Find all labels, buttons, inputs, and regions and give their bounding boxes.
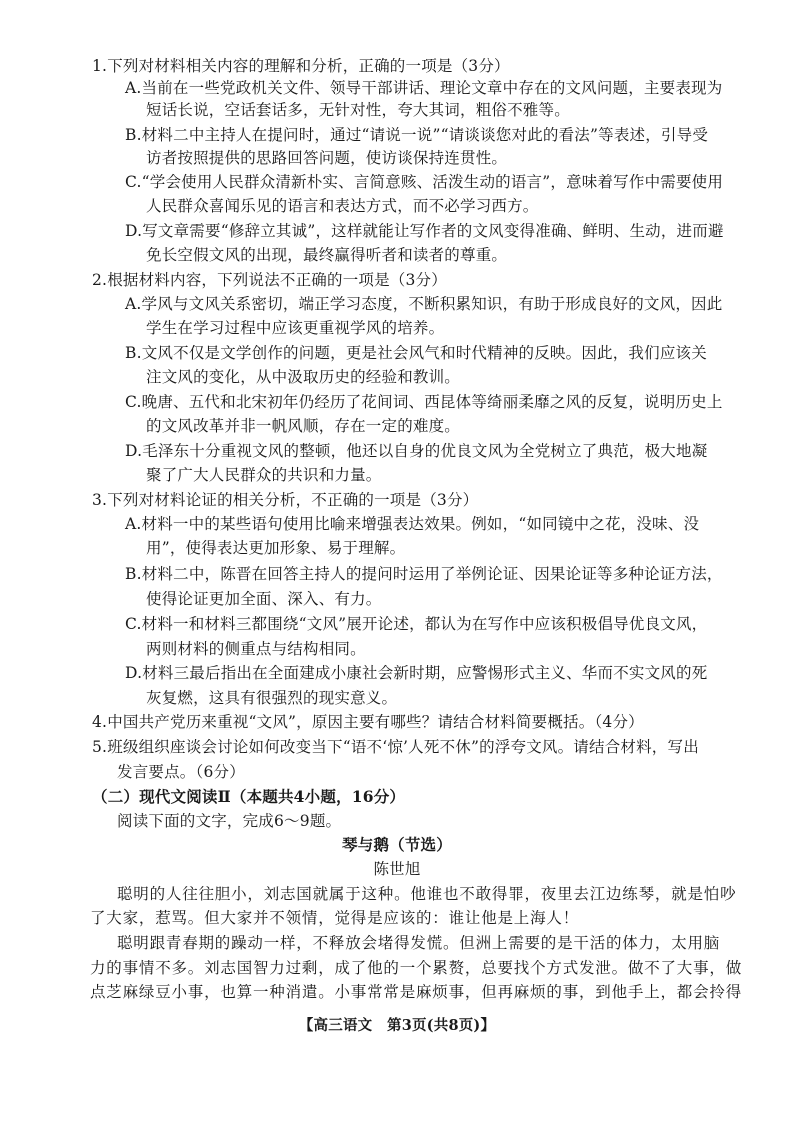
question-2-option-c-cont: 的文风改革并非一帆风顺，存在一定的难度。 xyxy=(146,417,461,435)
question-2-option-a-cont: 学生在学习过程中应该更重视学风的培养。 xyxy=(146,319,445,337)
question-3-option-a-cont: 用”，使得表达更加形象、易于理解。 xyxy=(146,539,406,557)
question-2-option-b: B.文风不仅是文学创作的问题，更是社会风气和时代精神的反映。因此，我们应该关 xyxy=(125,344,707,362)
reading-instruction: 阅读下面的文字，完成6～9题。 xyxy=(117,812,342,830)
question-3-option-b: B.材料二中，陈晋在回答主持人的提问时运用了举例论证、因果论证等多种论证方法， xyxy=(125,565,723,583)
question-1-option-c-cont: 人民群众喜闻乐见的语言和表达方式，而不必学习西方。 xyxy=(146,197,539,215)
question-3-option-c-cont: 两则材料的侧重点与结构相同。 xyxy=(146,640,366,658)
question-4-stem: 4.中国共产党历来重视“文风”，原因主要有哪些？请结合材料简要概括。（4分） xyxy=(92,713,644,731)
page-footer: 【高三语文 第3页(共8页)】 xyxy=(298,1017,496,1034)
question-1-option-d: D.写文章需要“修辞立其诚”，这样就能让写作者的文风变得准确、鲜明、生动，进而避 xyxy=(125,222,724,240)
question-1-option-b-cont: 访者按照提供的思路回答问题，使访谈保持连贯性。 xyxy=(146,149,508,167)
section-heading: （二）现代文阅读Ⅱ（本题共4小题，16分） xyxy=(92,787,406,806)
passage-author: 陈世旭 xyxy=(373,860,421,878)
passage-line: 点芝麻绿豆小事，也算一种消遣。小事常常是麻烦事，但再麻烦的事，到他手上，都会拎得 xyxy=(90,983,743,1001)
passage-title: 琴与鹅（节选） xyxy=(342,835,452,854)
passage-line: 聪明的人往往胆小，刘志国就属于这种。他谁也不敢得罪，夜里去江边练琴，就是怕吵 xyxy=(117,885,737,903)
question-1-stem: 1.下列对材料相关内容的理解和分析，正确的一项是（3分） xyxy=(92,57,510,75)
question-2-option-a: A.学风与文风关系密切，端正学习态度，不断积累知识，有助于形成良好的文风，因此 xyxy=(125,295,723,313)
question-1-option-c: C.“学会使用人民群众清新朴实、言简意赅、活泼生动的语言”，意味着写作中需要使用 xyxy=(125,173,724,191)
question-1-option-a-cont: 短话长说，空话套话多，无针对性，夸大其词，粗俗不雅等。 xyxy=(146,101,570,119)
question-1-option-d-cont: 免长空假文风的出现，最终赢得听者和读者的尊重。 xyxy=(146,246,508,264)
question-5-stem-cont: 发言要点。（6分） xyxy=(117,763,245,781)
passage-line: 了大家，惹骂。但大家并不领情，觉得是应该的：谁让他是上海人！ xyxy=(90,909,580,927)
question-3-option-a: A.材料一中的某些语句使用比喻来增强表达效果。例如，“如同镜中之花，没味、没 xyxy=(125,515,700,533)
question-1-option-a: A.当前在一些党政机关文件、领导干部讲话、理论文章中存在的文风问题，主要表现为 xyxy=(125,79,723,97)
question-1-option-b: B.材料二中主持人在提问时，通过“请说一说”“请谈谈您对此的看法”等表述，引导受 xyxy=(125,126,709,144)
question-3-option-c: C.材料一和材料三都围绕“文风”展开论述，都认为在写作中应该积极倡导优良文风， xyxy=(125,615,708,633)
question-3-option-b-cont: 使得论证更加全面、深入、有力。 xyxy=(146,590,382,608)
question-2-option-c: C.晚唐、五代和北宋初年仍经历了花间词、西昆体等绮丽柔靡之风的反复，说明历史上 xyxy=(125,393,723,411)
question-2-option-d: D.毛泽东十分重视文风的整顿，他还以自身的优良文风为全党树立了典范，极大地凝 xyxy=(125,442,708,460)
passage-line: 聪明跟青春期的躁动一样，不释放会堵得发慌。但洲上需要的是干活的体力，太用脑 xyxy=(117,934,721,952)
question-5-stem: 5.班级组织座谈会讨论如何改变当下“语不‘惊’人死不休”的浮夸文风。请结合材料，写出 xyxy=(92,738,699,756)
question-2-option-b-cont: 注文风的变化，从中汲取历史的经验和教训。 xyxy=(146,368,461,386)
question-3-option-d-cont: 灰复燃，这具有很强烈的现实意义。 xyxy=(146,689,398,707)
question-3-stem: 3.下列对材料论证的相关分析，不正确的一项是（3分） xyxy=(92,491,479,509)
question-2-stem: 2.根据材料内容，下列说法不正确的一项是（3分） xyxy=(92,271,447,289)
passage-line: 力的事情不多。刘志国智力过剩，成了他的一个累赘，总要找个方式发泄。做不了大事，做 xyxy=(90,959,743,977)
question-2-option-d-cont: 聚了广大人民群众的共识和力量。 xyxy=(146,466,382,484)
question-3-option-d: D.材料三最后指出在全面建成小康社会新时期，应警惕形式主义、华而不实文风的死 xyxy=(125,664,708,682)
